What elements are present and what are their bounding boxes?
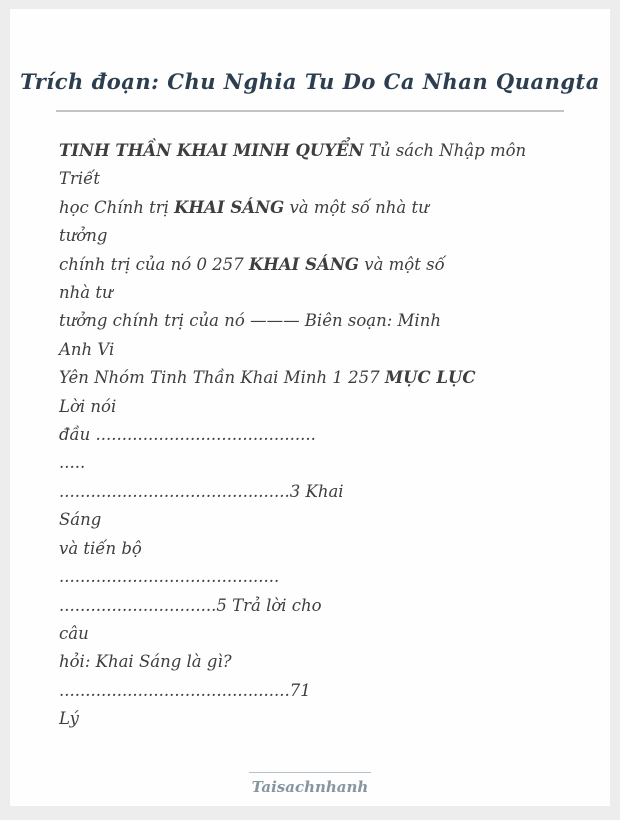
page-background bbox=[0, 9, 620, 820]
text-segment: Tủ sách Nhập môn bbox=[363, 141, 527, 160]
text-segment: Triết bbox=[59, 169, 100, 189]
text-segment: câu bbox=[59, 623, 89, 643]
text-segment: đầu .......................................... bbox=[59, 425, 316, 445]
document-line bbox=[59, 421, 570, 449]
text-segment: tưởng bbox=[59, 226, 108, 246]
text-segment: hỏi: Khai Sáng là gì? bbox=[59, 652, 232, 672]
text-segment: .......................................... bbox=[59, 567, 280, 587]
document-line bbox=[59, 535, 570, 563]
document-line bbox=[59, 194, 570, 222]
document-line bbox=[59, 563, 570, 591]
footer-brand: Taisachnhanh bbox=[251, 778, 369, 796]
document-line bbox=[59, 478, 570, 506]
page-title: Trích đoạn: Chu Nghia Tu Do Ca Nhan Quangta bbox=[20, 69, 600, 94]
text-segment: và một số nhà tư bbox=[284, 197, 429, 217]
document-line bbox=[59, 592, 570, 620]
text-segment: Yên Nhóm Tinh Thần Khai Minh 1 257 bbox=[59, 368, 385, 388]
document-page bbox=[10, 9, 610, 806]
text-segment-bold: KHAI SÁNG bbox=[248, 254, 360, 274]
text-segment: và một số bbox=[359, 254, 445, 274]
text-segment-bold: TINH THẦN KHAI MINH QUYỂN bbox=[59, 141, 364, 160]
text-segment: tưởng chính trị của nó ——— Biên soạn: Minh bbox=[59, 311, 441, 331]
text-segment: nhà tư bbox=[59, 283, 113, 303]
text-segment-bold: KHAI SÁNG bbox=[174, 197, 285, 217]
document-line bbox=[59, 506, 570, 534]
text-segment: ............................................71 bbox=[59, 680, 311, 700]
document-line bbox=[59, 677, 570, 705]
text-segment: Sáng bbox=[59, 510, 102, 530]
document-line bbox=[59, 648, 570, 676]
text-segment: chính trị của nó 0 257 bbox=[59, 254, 249, 274]
text-segment: ..............................5 Trả lời cho bbox=[59, 595, 322, 615]
text-segment: Lý bbox=[59, 709, 79, 729]
text-segment: và tiến bộ bbox=[59, 538, 142, 558]
document-line bbox=[59, 307, 570, 335]
footer-divider bbox=[249, 772, 371, 773]
document-line bbox=[59, 137, 570, 165]
document-line bbox=[59, 364, 570, 392]
text-segment: ............................................3 Khai bbox=[59, 481, 344, 501]
text-segment: học Chính trị bbox=[59, 197, 175, 217]
page-footer bbox=[10, 772, 610, 796]
document-line bbox=[59, 222, 570, 250]
text-segment: Anh Vi bbox=[59, 339, 115, 359]
text-segment-bold: MỤC LỤC bbox=[384, 368, 476, 388]
document-line bbox=[59, 251, 570, 279]
document-line bbox=[59, 165, 570, 193]
document-line bbox=[59, 336, 570, 364]
document-line bbox=[59, 279, 570, 307]
text-segment: Lời nói bbox=[59, 396, 117, 416]
document-line bbox=[59, 449, 570, 477]
document-line bbox=[59, 393, 570, 421]
document-line bbox=[59, 620, 570, 648]
document-body bbox=[10, 112, 610, 734]
document-line bbox=[59, 705, 570, 733]
text-segment: ..... bbox=[59, 453, 86, 473]
